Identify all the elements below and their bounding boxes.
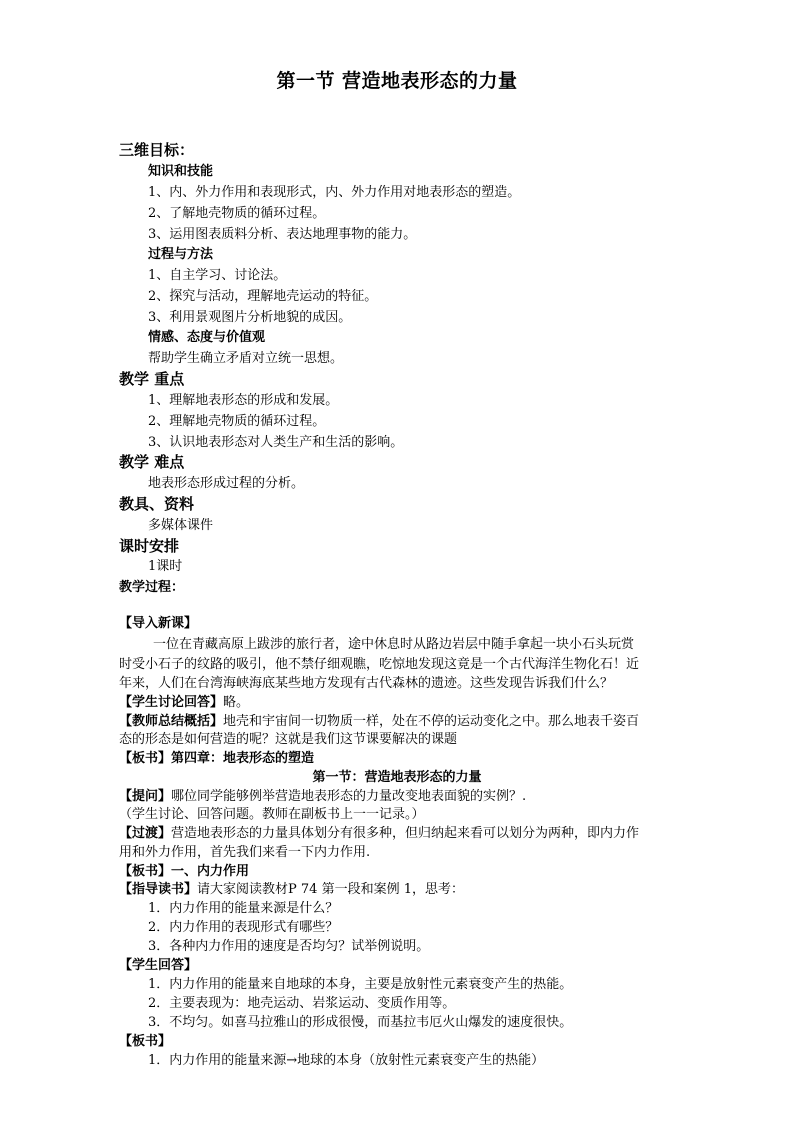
board1-center-title: 第一节：营造地表形态的力量 [312, 770, 482, 785]
knowledge-heading: 知识和技能 [148, 164, 214, 179]
ask-text: 哪位同学能够例举营造地表形态的力量改变地表面貌的实例？. [171, 789, 527, 804]
board3-item: 1．内力作用的能量来源→地球的本身（放射性元素衰变产生的热能） [148, 1053, 545, 1068]
knowledge-item-3: 3、运用图表质料分析、表达地理事物的能力。 [148, 227, 417, 242]
board2-tag: 【板书】 [119, 864, 172, 879]
summary-tag: 【教师总结概括】 [119, 714, 224, 729]
schedule-heading: 课时安排 [119, 537, 180, 555]
process-heading: 过程与方法 [148, 247, 214, 262]
summary-line-2: 态的形态是如何营造的呢？这就是我们这节课要解决的课题 [119, 732, 458, 747]
process-item-2: 2、探究与活动，理解地壳运动的特征。 [148, 289, 378, 304]
discuss-text: 略。 [223, 695, 250, 710]
guide-tag: 【指导读书】 [119, 882, 198, 897]
process-item-1: 1、自主学习、讨论法。 [148, 268, 287, 283]
board3-tag: 【板书】 [119, 1034, 172, 1049]
board1-line [119, 750, 314, 767]
answer-item-3: 3．不均匀。如喜马拉雅山的形成很慢，而基拉韦厄火山爆发的速度很快。 [148, 1015, 573, 1030]
goals-heading: 三维目标： [119, 141, 195, 159]
emotion-text: 帮助学生确立矛盾对立统一思想。 [148, 351, 344, 366]
transition-line-1 [119, 825, 639, 842]
guide-item-1: 1．内力作用的能量来源是什么？ [148, 901, 339, 916]
intro-line-3: 年来，人们在台湾海峡海底某些地方发现有古代森林的遗迹。这些发现告诉我们什么？ [119, 676, 614, 691]
difficulty-heading: 教学 难点 [119, 453, 185, 471]
guide-item-2: 2．内力作用的表现形式有哪些？ [148, 920, 339, 935]
key-point-3: 3、认识地表形态对人类生产和生活的影响。 [148, 435, 404, 450]
materials-text: 多媒体课件 [148, 518, 214, 533]
transition-text-1: 营造地表形态的力量具体划分有很多种，但归纳起来看可以划分为两种，即内力作 [171, 826, 640, 841]
discuss-line [119, 694, 249, 711]
answer-item-2: 2．主要表现为：地壳运动、岩浆运动、变质作用等。 [148, 996, 456, 1011]
ask-note: （学生讨论、回答问题。教师在副板书上一一记录。） [119, 807, 425, 822]
discuss-tag: 【学生讨论回答】 [119, 695, 224, 710]
guide-item-3: 3．各种内力作用的速度是否均匀？试举例说明。 [148, 939, 430, 954]
knowledge-item-1: 1、内、外力作用和表现形式，内、外力作用对地表形态的塑造。 [148, 185, 521, 200]
board2-line [119, 863, 249, 880]
board2-text: 一、内力作用 [171, 864, 250, 879]
board1-text: 第四章：地表形态的塑造 [171, 751, 315, 766]
key-point-2: 2、理解地壳物质的循环过程。 [148, 414, 326, 429]
summary-text-1: 地壳和宇宙间一切物质一样，处在不停的运动变化之中。那么地表千姿百 [223, 714, 640, 729]
page-title: 第一节 营造地表形态的力量 [276, 70, 518, 92]
summary-line-1 [119, 713, 639, 730]
transition-line-2: 用和外力作用，首先我们来看一下内力作用. [119, 845, 371, 860]
emotion-heading: 情感、态度与价值观 [148, 330, 266, 345]
guide-line [119, 881, 464, 898]
answer-item-1: 1．内力作用的能量来自地球的本身，主要是放射性元素衰变产生的热能。 [148, 977, 573, 992]
difficulty-text: 地表形态形成过程的分析。 [148, 476, 305, 491]
ask-line [119, 788, 526, 805]
process-section-heading: 教学过程： [119, 580, 185, 595]
answer-tag: 【学生回答】 [119, 958, 198, 973]
guide-text: 请大家阅读教材P 74 第一段和案例 1，思考： [197, 882, 464, 897]
intro-line-1: 一位在青藏高原上跋涉的旅行者，途中休息时从路边岩层中随手拿起一块小石头玩赏 [153, 637, 635, 652]
key-point-1: 1、理解地表形态的形成和发展。 [148, 393, 339, 408]
schedule-text: 1课时 [148, 559, 183, 574]
transition-tag: 【过渡】 [119, 826, 172, 841]
process-item-3: 3、利用景观图片分析地貌的成因。 [148, 310, 352, 325]
knowledge-item-2: 2、了解地壳物质的循环过程。 [148, 206, 326, 221]
intro-tag: 【导入新课】 [119, 616, 198, 631]
key-points-heading: 教学 重点 [119, 370, 185, 388]
materials-heading: 教具、资料 [119, 495, 195, 513]
board1-tag: 【板书】 [119, 751, 172, 766]
intro-line-2: 时受小石子的纹路的吸引，他不禁仔细观瞧，吃惊地发现这竟是一个古代海洋生物化石！近 [119, 657, 640, 672]
ask-tag: 【提问】 [119, 789, 172, 804]
